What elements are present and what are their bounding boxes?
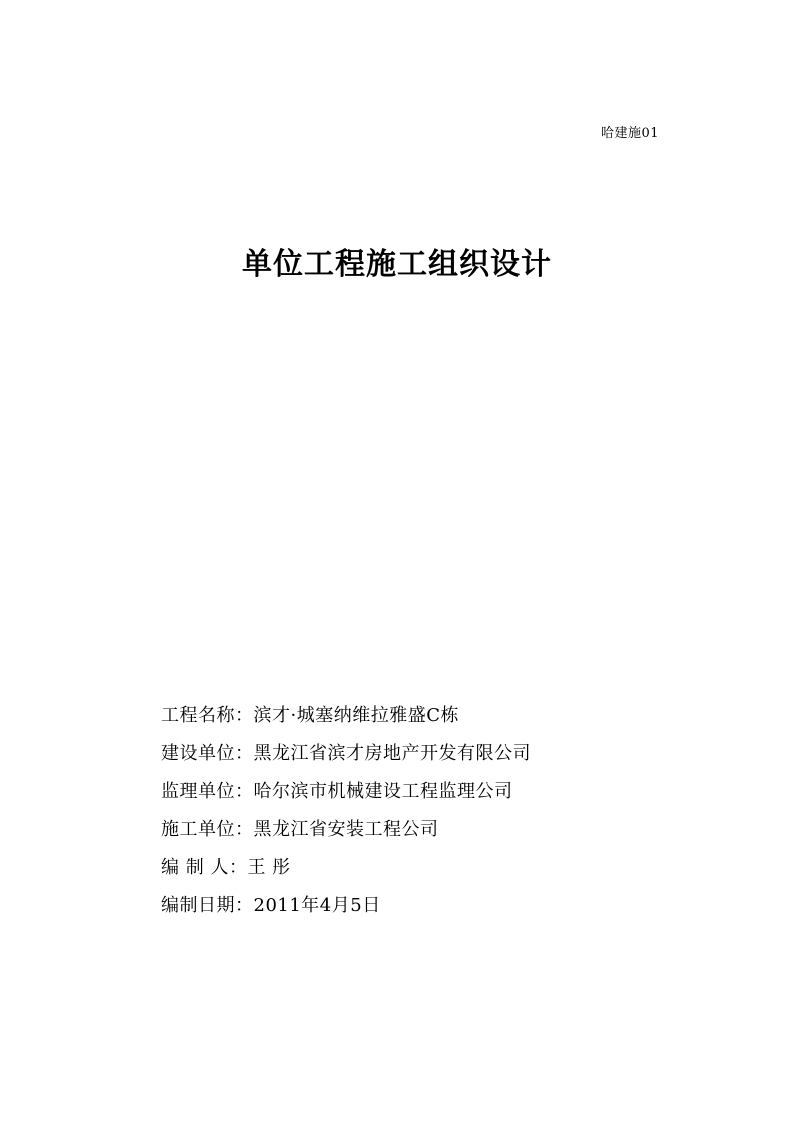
author-label: 编 制 人： bbox=[161, 857, 248, 878]
author-value: 王 彤 bbox=[247, 857, 291, 878]
date-label: 编制日期： bbox=[161, 895, 254, 916]
supervisor-row bbox=[161, 779, 741, 817]
constructor-row bbox=[161, 817, 741, 855]
date-value: 2011年4月5日 bbox=[253, 895, 381, 916]
constructor-label: 施工单位： bbox=[161, 819, 254, 840]
constructor-value: 黑龙江省安装工程公司 bbox=[253, 819, 439, 840]
supervisor-label: 监理单位： bbox=[161, 781, 254, 802]
builder-label: 建设单位： bbox=[161, 743, 254, 764]
document-title: 单位工程施工组织设计 bbox=[242, 247, 552, 282]
project-info-block bbox=[161, 703, 741, 931]
project-name-label: 工程名称： bbox=[161, 705, 254, 726]
author-row bbox=[161, 855, 741, 893]
supervisor-value: 哈尔滨市机械建设工程监理公司 bbox=[253, 781, 513, 802]
date-row bbox=[161, 893, 741, 931]
builder-value: 黑龙江省滨才房地产开发有限公司 bbox=[253, 743, 531, 764]
builder-row bbox=[161, 741, 741, 779]
document-code: 哈建施01 bbox=[601, 126, 660, 141]
project-name-row bbox=[161, 703, 741, 741]
project-name-value: 滨才·城塞纳维拉雅盛C栋 bbox=[253, 705, 459, 726]
